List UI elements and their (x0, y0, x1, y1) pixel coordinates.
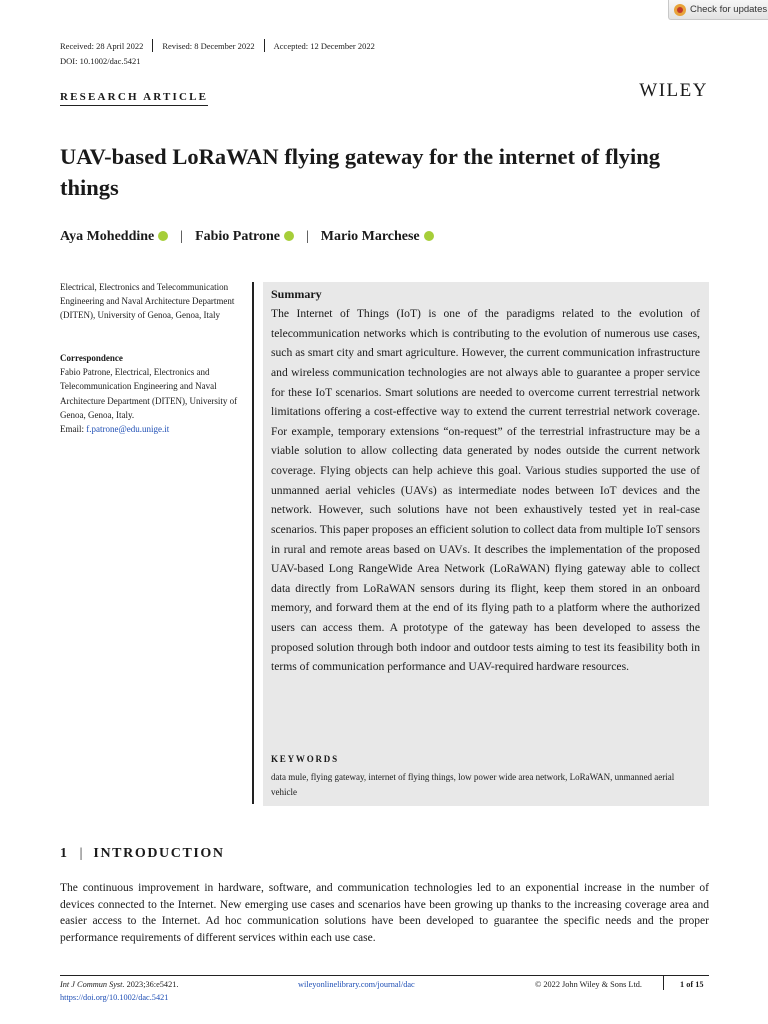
section-number: 1 (60, 846, 69, 861)
paper-title: UAV-based LoRaWAN flying gateway for the internet of flying things (60, 144, 660, 200)
correspondence-text: Fabio Patrone, Electrical, Electronics and Telecommunication Engineering and Naval Architecture Department (DITEN), University of Genoa, Genoa, Italy. (60, 367, 238, 420)
author-name: Fabio Patrone (195, 229, 280, 244)
article-type: RESEARCH ARTICLE (60, 91, 208, 106)
email-label: Email: (60, 424, 84, 435)
author-name: Aya Moheddine (60, 229, 155, 244)
footer-rule (60, 975, 709, 976)
footer-website-link[interactable]: wileyonlinelibrary.com/journal/dac (298, 980, 415, 989)
footer-doi-link[interactable]: https://doi.org/10.1002/dac.5421 (60, 993, 169, 1002)
date-divider (264, 39, 265, 52)
revised-date: Revised: 8 December 2022 (162, 40, 255, 51)
article-dates (60, 39, 375, 52)
affiliation: Electrical, Electronics and Telecommunication Engineering and Naval Architecture Department (DITEN), University of Genoa, Genoa, Italy (60, 282, 235, 321)
section-heading (60, 846, 225, 862)
correspondence (60, 351, 250, 436)
orcid-icon[interactable] (158, 231, 168, 241)
keywords-heading: KEYWORDS (271, 754, 339, 764)
crossmark-icon (674, 4, 686, 16)
check-for-updates-button[interactable] (668, 0, 768, 20)
abstract-side-rule (252, 282, 254, 804)
summary-heading: Summary (271, 287, 322, 301)
orcid-icon[interactable] (284, 231, 294, 241)
orcid-icon[interactable] (424, 231, 434, 241)
author-separator: | (180, 229, 184, 244)
accepted-date: Accepted: 12 December 2022 (273, 40, 375, 51)
author-separator: | (305, 229, 309, 244)
intro-paragraph: The continuous improvement in hardware, software, and communication technologies led to an exponential increase in the number of devices connected to the Internet. New emerging use cases and scenarios have been growing up thanks to the increasing coverage area and easier access to the Internet. Ad hoc communication solutions have been developed to guarantee the specific needs and the proper performance requirements of different services within each use case. (60, 882, 709, 944)
page-number: 1 of 15 (680, 980, 704, 989)
email-line (60, 422, 250, 436)
correspondence-heading: Correspondence (60, 353, 123, 363)
summary-text: The Internet of Things (IoT) is one of the paradigms related to the evolution of telecommunication networks which is contributing to the evolution of numerous use cases, such as smart city and smart agriculture. However, the current communication infrastructure and wireless communication technologies are not always able to guarantee a proper service for these IoT scenarios. Smart solutions are needed to overcome current terrestrial network limitations offering a cost-effective way to extend the current terrestrial network coverage. For example, temporary extensions “on-request” of the terrestrial infrastructure may be a viable solution to allow collecting data generated by nodes outside the current network coverage. Flying objects can help achieve this goal. Various studies supported the use of unmanned aerial vehicles (UAVs) as intermediate nodes between IoT devices and the network. However, such solutions have not been exhaustively tested yet in real-case scenarios. This paper proposes an efficient solution to collect data from multiple IoT sensors in rural and remote areas based on UAVs. It describes the implementation of the proposed UAV-based Long RangeWide Area Network (LoRaWAN) flying gateway able to collect data directly from LoRaWAN sensors during its flight, keep them stored in an onboard memory, and forward them at the end of its flying path to a platform where the authorized users can access them. A prototype of the gateway has been developed to assess the proposed solution through both indoor and outdoor tests aiming to test its feasibility both in terms of communication performance and UAV-required hardware resources. (271, 307, 700, 674)
doi-label: DOI: 10.1002/dac.5421 (60, 56, 141, 66)
received-date: Received: 28 April 2022 (60, 40, 144, 51)
section-separator: | (79, 846, 83, 861)
keywords-text: data mule, flying gateway, internet of flying things, low power wide area network, LoRaWAN, unmanned aerial vehicle (271, 772, 675, 797)
footer-citation (60, 980, 178, 989)
section-title: INTRODUCTION (93, 846, 225, 861)
email-link[interactable]: f.patrone@edu.unige.it (86, 424, 170, 435)
publisher-logo: WILEY (639, 80, 708, 101)
journal-citation: 2023;36:e5421. (124, 980, 179, 989)
date-divider (152, 39, 153, 52)
author-name: Mario Marchese (320, 229, 420, 244)
check-for-updates-label: Check for updates (690, 4, 768, 15)
footer-copyright: © 2022 John Wiley & Sons Ltd. (535, 980, 642, 989)
author-list (60, 229, 434, 245)
journal-name: Int J Commun Syst. (60, 980, 125, 989)
footer-divider (663, 976, 664, 990)
